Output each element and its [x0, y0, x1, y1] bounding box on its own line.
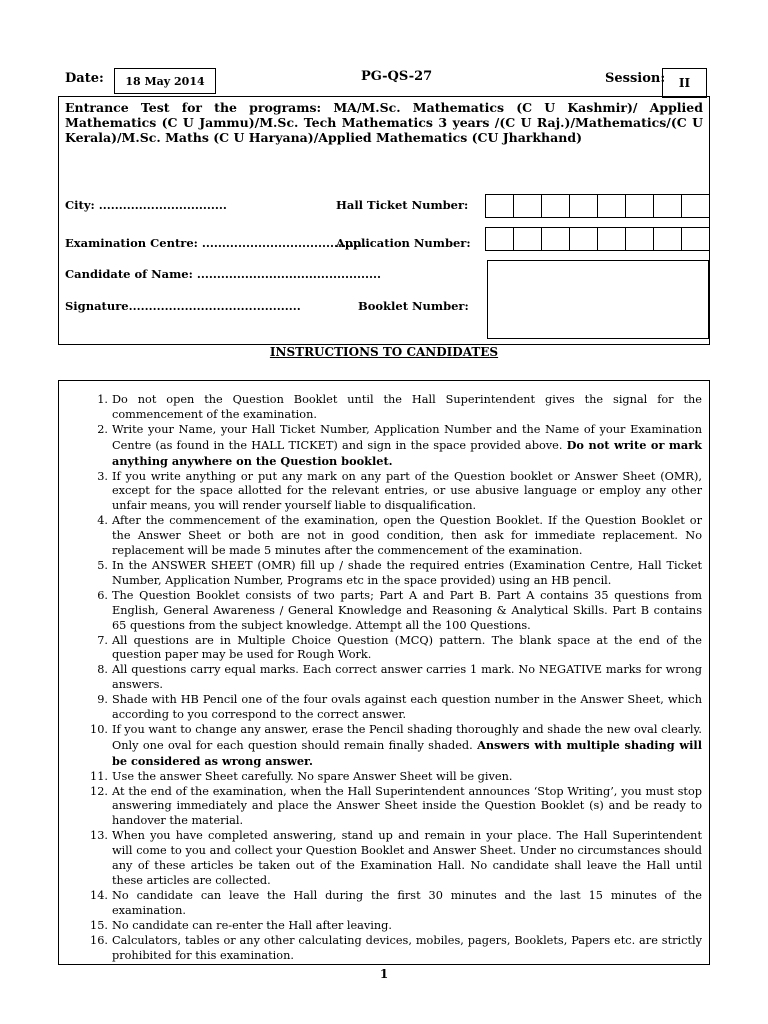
instruction-number: 4.	[97, 514, 108, 528]
digit-box	[514, 195, 542, 217]
instruction-item	[82, 470, 702, 515]
digit-box	[486, 228, 514, 250]
application-number-label: Application Number:	[336, 236, 471, 250]
booklet-number-box	[487, 260, 709, 339]
signature-field: Signature...........................................	[65, 299, 301, 313]
instruction-body: No candidate can re-enter the Hall after leaving.	[112, 918, 393, 932]
instruction-number: 1.	[97, 393, 108, 406]
paper-code: PG-QS-27	[361, 69, 433, 84]
instruction-item	[82, 889, 702, 919]
instruction-number: 7.	[97, 633, 108, 647]
instruction-body: At the end of the examination, when the Hall Superintendent announces ‘Stop Writing’, you must stop answering immediately and place the Answer Sheet inside the Question Booklet (s) and be ready to handover the material.	[112, 784, 702, 828]
instruction-number: 15.	[90, 918, 108, 932]
instruction-text	[112, 785, 702, 830]
instruction-body: Use the answer Sheet carefully. No spare Answer Sheet will be given.	[112, 769, 513, 783]
instruction-body: Calculators, tables or any other calculating devices, mobiles, pagers, Booklets, Papers etc. are strictly prohibited for this examination.	[112, 933, 702, 962]
instructions-heading: INSTRUCTIONS TO CANDIDATES	[269, 345, 499, 359]
instruction-body: No candidate can leave the Hall during the first 30 minutes and the last 15 minutes of the examination.	[112, 888, 702, 917]
digit-box	[570, 228, 598, 250]
instruction-body: Shade with HB Pencil one of the four ovals against each question number in the Answer Sheet, which according to you correspond to the correct answer.	[112, 693, 702, 722]
instruction-body: All questions carry equal marks. Each correct answer carries 1 mark. No NEGATIVE marks for wrong answers.	[112, 663, 702, 692]
digit-box	[542, 195, 570, 217]
programs-lead: Entrance Test for the programs:	[65, 100, 322, 115]
instruction-text	[112, 559, 702, 589]
digit-box	[514, 228, 542, 250]
instruction-number: 16.	[90, 933, 108, 947]
instruction-item	[82, 829, 702, 889]
instruction-text	[112, 423, 702, 470]
digit-box	[598, 195, 626, 217]
instruction-number: 5.	[97, 558, 108, 572]
instruction-body: After the commencement of the examination, open the Question Booklet. If the Question Booklet or the Answer Sheet or both are not in good condition, then ask for immediate replacement. No replacement will be made 5 minutes after the commencement of the examination.	[112, 514, 702, 558]
digit-box	[626, 195, 654, 217]
page-number: 1	[379, 967, 389, 981]
instruction-body: When you have completed answering, stand up and remain in your place. The Hall Superintendent will come to you and collect your Question Booklet and Answer Sheet. Under no circumstances should any of these articles be taken out of the Examination Hall. No candidate shall leave the Hall until these articles are collected.	[112, 829, 702, 887]
date-field: 18 May 2014	[114, 68, 216, 94]
booklet-number-label: Booklet Number:	[358, 299, 469, 313]
instruction-number: 6.	[97, 588, 108, 602]
application-number-boxes	[485, 227, 710, 251]
digit-box	[682, 195, 709, 217]
programs-list: MA/M.Sc. Mathematics (C U Kashmir)/ Applied Mathematics (C U Jammu)/M.Sc. Tech Mathematics 3 years /(C U Raj.)/Mathematics/(C U Kerala)/M.Sc. Maths (C U Haryana)/Applied Mathematics (CU Jharkhand)	[65, 100, 703, 145]
digit-box	[486, 195, 514, 217]
date-label: Date:	[65, 71, 104, 86]
instruction-text	[112, 889, 702, 919]
instruction-body: All questions are in Multiple Choice Question (MCQ) pattern. The blank space at the end of the question paper may be used for Rough Work.	[112, 633, 702, 662]
instruction-body: If you write anything or put any mark on any part of the Question booklet or Answer Sheet (OMR), except for the space allotted for the relevant entries, or use abusive language or employ any other unfair means, you will render yourself liable to disqualification.	[112, 469, 702, 513]
instruction-text	[112, 770, 702, 785]
instruction-text	[112, 514, 702, 559]
digit-box	[542, 228, 570, 250]
instruction-number: 2.	[97, 422, 108, 436]
digit-box	[682, 228, 709, 250]
instruction-number: 9.	[97, 693, 108, 707]
instruction-body: Do not open the Question Booklet until the Hall Superintendent gives the signal for the commencement of the examination.	[112, 393, 702, 421]
instruction-item	[82, 723, 702, 770]
hall-ticket-boxes	[485, 194, 710, 218]
instruction-number: 13.	[90, 829, 108, 843]
city-field: City: ................................	[65, 198, 227, 212]
instruction-text	[112, 934, 702, 964]
instruction-item	[82, 770, 702, 785]
instruction-text	[112, 829, 702, 889]
instruction-body: Write your Name, your Hall Ticket Number, Application Number and the Name of your Examination Centre (as found in the HALL TICKET) and sign in the space provided above.	[112, 422, 702, 452]
digit-box	[654, 195, 682, 217]
programs-description	[65, 100, 703, 145]
session-field: II	[662, 68, 707, 98]
instruction-item	[82, 785, 702, 830]
instruction-item	[82, 634, 702, 664]
instruction-number: 8.	[97, 663, 108, 677]
instruction-body: In the ANSWER SHEET (OMR) fill up / shade the required entries (Examination Centre, Hall Ticket Number, Application Number, Programs etc in the space provided) using an HB pencil.	[112, 558, 702, 587]
digit-box	[654, 228, 682, 250]
instruction-text	[112, 589, 702, 634]
instruction-item	[82, 393, 702, 423]
instruction-text	[112, 919, 702, 934]
instruction-text	[112, 663, 702, 693]
session-label: Session:	[605, 71, 666, 86]
exam-centre-field: Examination Centre: ..........................................	[65, 236, 371, 250]
instruction-number: 10.	[90, 722, 108, 736]
instruction-text	[112, 470, 702, 515]
instruction-body: The Question Booklet consists of two parts; Part A and Part B. Part A contains 35 questions from English, General Awareness / General Knowledge and Reasoning & Analytical Skills. Part B contains 65 questions from the subject knowledge. Attempt all the 100 Questions.	[112, 588, 702, 632]
hall-ticket-label: Hall Ticket Number:	[336, 198, 469, 212]
digit-box	[570, 195, 598, 217]
instruction-item	[82, 919, 702, 934]
digit-box	[598, 228, 626, 250]
instruction-text	[112, 634, 702, 664]
instruction-number: 3.	[97, 469, 108, 483]
instruction-item	[82, 423, 702, 470]
instruction-text	[112, 393, 702, 423]
instruction-body: If you want to change any answer, erase the Pencil shading thoroughly and shade the new oval clearly. Only one oval for each question should remain finally shaded.	[112, 722, 702, 752]
instruction-text	[112, 723, 702, 770]
digit-box	[626, 228, 654, 250]
instruction-text	[112, 693, 702, 723]
instruction-item	[82, 693, 702, 723]
instructions-list	[82, 393, 702, 963]
instruction-item	[82, 559, 702, 589]
instruction-item	[82, 663, 702, 693]
instruction-number: 14.	[90, 888, 108, 902]
candidate-name-field: Candidate of Name: ..............................................	[65, 267, 381, 281]
instruction-number: 11.	[90, 769, 108, 783]
instruction-item	[82, 934, 702, 964]
instruction-item	[82, 514, 702, 559]
instruction-item	[82, 589, 702, 634]
instruction-emphasis: Answers with multiple shading will be considered as wrong answer.	[112, 737, 702, 768]
instruction-emphasis: Do not write or mark anything anywhere on the Question booklet.	[112, 437, 702, 468]
instruction-number: 12.	[90, 784, 108, 798]
